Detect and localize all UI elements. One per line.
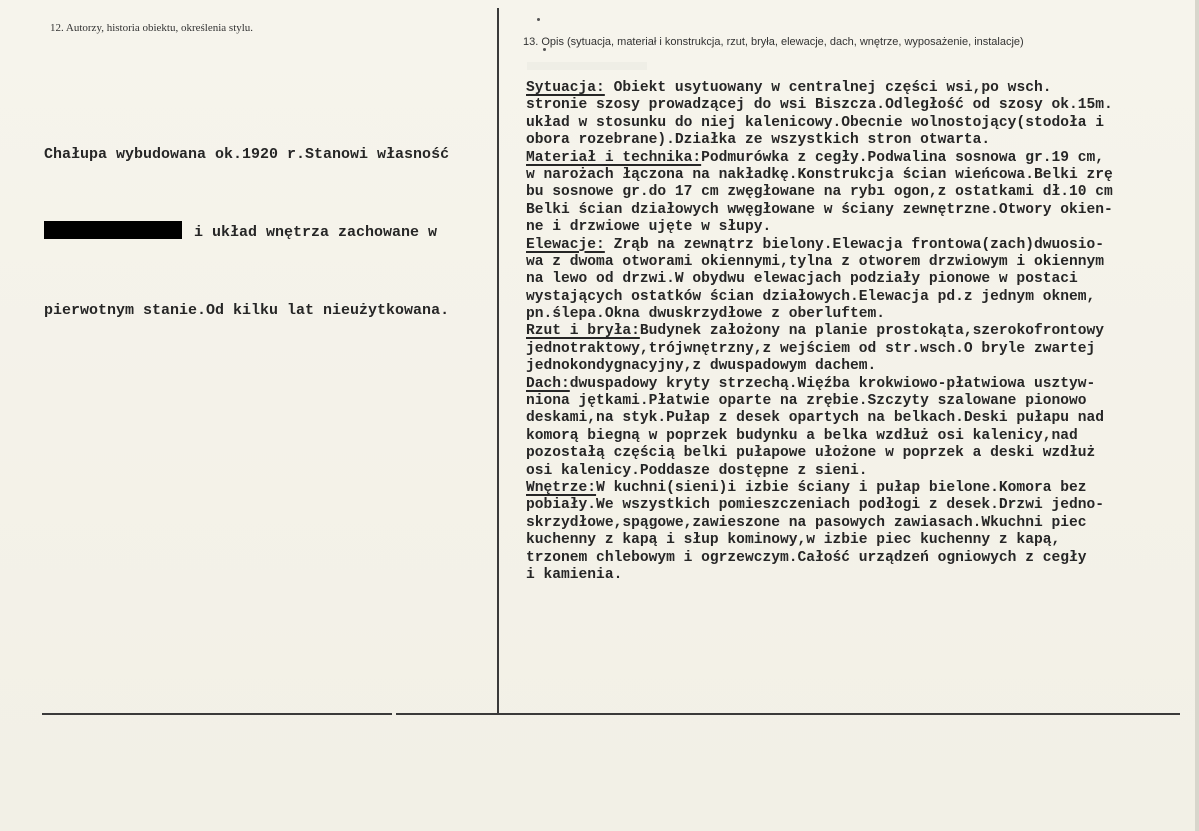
line-text: osi kalenicy.Poddasze dostępne z sieni.	[526, 462, 868, 479]
text-line	[526, 445, 1113, 462]
line-text: wa z dwoma otworami okiennymi,tylna z otworem drzwiowym i okiennym	[526, 253, 1105, 270]
text-line	[526, 184, 1113, 201]
text-line	[526, 532, 1113, 549]
section-heading: Dach:	[526, 375, 570, 392]
text-line	[526, 410, 1113, 427]
text-line	[526, 428, 1113, 445]
text-line	[526, 376, 1113, 393]
text-line	[526, 306, 1113, 323]
line-text: stronie szosy prowadzącej do wsi Biszcza.Odległość od szosy ok.15m.	[526, 97, 1113, 114]
faded-text-smudge	[527, 62, 647, 70]
section-heading: Materiał i technika:	[526, 149, 702, 166]
field-13-text	[526, 80, 1113, 584]
text-line	[526, 115, 1113, 132]
text-line	[526, 254, 1113, 271]
section-heading: Rzut i bryła:	[526, 323, 640, 340]
line-text: obora rozebrane).Działka ze wszystkich stron otwarta.	[526, 132, 991, 149]
text-line	[526, 132, 1113, 149]
line-text: dwuspadowy kryty strzechą.Więźba krokwiowo-płatwiowa usztyw-	[569, 375, 1096, 392]
text-line	[526, 150, 1113, 167]
line-text: bu sosnowe gr.do 17 cm zwęgłowane na rybı ogon,z ostatkami dł.10 cm	[526, 184, 1113, 201]
line-text: jednokondygnacyjny,z dwuspadowym dachem.	[526, 358, 877, 375]
text-line	[44, 220, 449, 246]
field-13-label: 13. Opis (sytuacja, materiał i konstrukcja, rzut, bryła, elewacje, dach, wnętrze, wyposażenie, instalacje)	[523, 36, 1024, 48]
text-line	[526, 480, 1113, 497]
section-heading: Sytuacja:	[526, 80, 605, 96]
text-line: pierwotnym stanie.Od kilku lat nieużytkowana.	[44, 302, 450, 319]
line-text: Obiekt usytuowany w centralnej części wsi,po wsch.	[604, 80, 1052, 96]
line-text: wystających ostatków ścian działowych.Elewacja pd.z jednym oknem,	[526, 288, 1096, 305]
column-divider	[497, 8, 499, 715]
text-line	[526, 358, 1113, 375]
card-edge	[1195, 0, 1199, 831]
text-line	[526, 97, 1113, 114]
line-text: komorą biegną w poprzek budynku a belka wzdłuż osi kalenicy,nad	[526, 427, 1078, 444]
text-line	[526, 219, 1113, 236]
line-text: i kamienia.	[526, 566, 623, 583]
bottom-rule-left	[42, 713, 392, 715]
line-text: ne i drzwiowe ujęte w słupy.	[526, 219, 772, 236]
line-text: niona jętkami.Płatwie oparte na zrębie.Szczyty szalowane pionowo	[526, 393, 1087, 410]
line-text: w narożach łączona na nakładkę.Konstrukcja ścian wieńcowa.Belki zrę	[526, 166, 1113, 183]
text-line	[526, 80, 1113, 97]
bottom-rule-right	[396, 713, 1180, 715]
line-text: skrzydłowe,spągowe,zawieszone na pasowych zawiasach.Wkuchni piec	[526, 514, 1087, 531]
text-line	[526, 550, 1113, 567]
line-text: Budynek założony na planie prostokąta,szerokofrontowy	[639, 323, 1105, 340]
line-text: pozostałą częścią belki pułapowe ułożone w poprzek a deski wzdłuż	[526, 445, 1096, 462]
line-text: kuchenny z kapą i słup kominowy,w izbie piec kuchenny z kapą,	[526, 532, 1061, 549]
text-line	[526, 497, 1113, 514]
field-12-label: 12. Autorzy, historia obiektu, określenia stylu.	[50, 22, 254, 34]
text-line	[526, 167, 1113, 184]
text-line: Chałupa wybudowana ok.1920 r.Stanowi własność	[44, 146, 450, 163]
line-text: W kuchni(sieni)i izbie ściany i pułap bielone.Komora bez	[596, 479, 1087, 496]
ink-dot	[543, 48, 546, 51]
line-text: na lewo od drzwi.W obydwu elewacjach podziały pionowe w postaci	[526, 271, 1078, 288]
field-12-text	[44, 90, 449, 376]
text-line	[526, 323, 1113, 340]
line-text: trzonem chlebowym i ogrzewczym.Całość urządzeń ogniowych z cegły	[526, 549, 1087, 566]
line-text: Podmurówka z cegły.Podwalina sosnowa gr.19 cm,	[701, 149, 1105, 166]
line-text: pobiały.We wszystkich pomieszczeniach podłogi z desek.Drzwi jedno-	[526, 497, 1105, 514]
text-line	[526, 341, 1113, 358]
text-line	[526, 567, 1113, 584]
section-heading: Wnętrze:	[526, 479, 597, 496]
redaction-bar	[44, 221, 182, 239]
line-text: jednotraktowy,trójwnętrzny,z wejściem od str.wsch.O bryle zwartej	[526, 340, 1096, 357]
section-heading: Elewacje:	[526, 236, 605, 253]
text-line-fragment: i układ wnętrza zachowane w	[194, 224, 438, 241]
text-line	[526, 271, 1113, 288]
text-line	[526, 393, 1113, 410]
text-line	[526, 202, 1113, 219]
line-text: Zrąb na zewnątrz bielony.Elewacja frontowa(zach)dwuosio-	[604, 236, 1105, 253]
text-line	[526, 463, 1113, 480]
text-line	[526, 237, 1113, 254]
text-line	[526, 289, 1113, 306]
ink-dot	[537, 18, 540, 21]
text-line	[526, 515, 1113, 532]
line-text: układ w stosunku do niej kalenicowy.Obecnie wolnostojący(stodoła i	[526, 114, 1105, 131]
line-text: Belki ścian działowych wwęgłowane w ściany zewnętrzne.Otwory okien-	[526, 201, 1113, 218]
line-text: deskami,na styk.Pułap z desek opartych na belkach.Deski pułapu nad	[526, 410, 1105, 427]
line-text: pn.ślepa.Okna dwuskrzydłowe z oberluftem.	[526, 306, 886, 323]
